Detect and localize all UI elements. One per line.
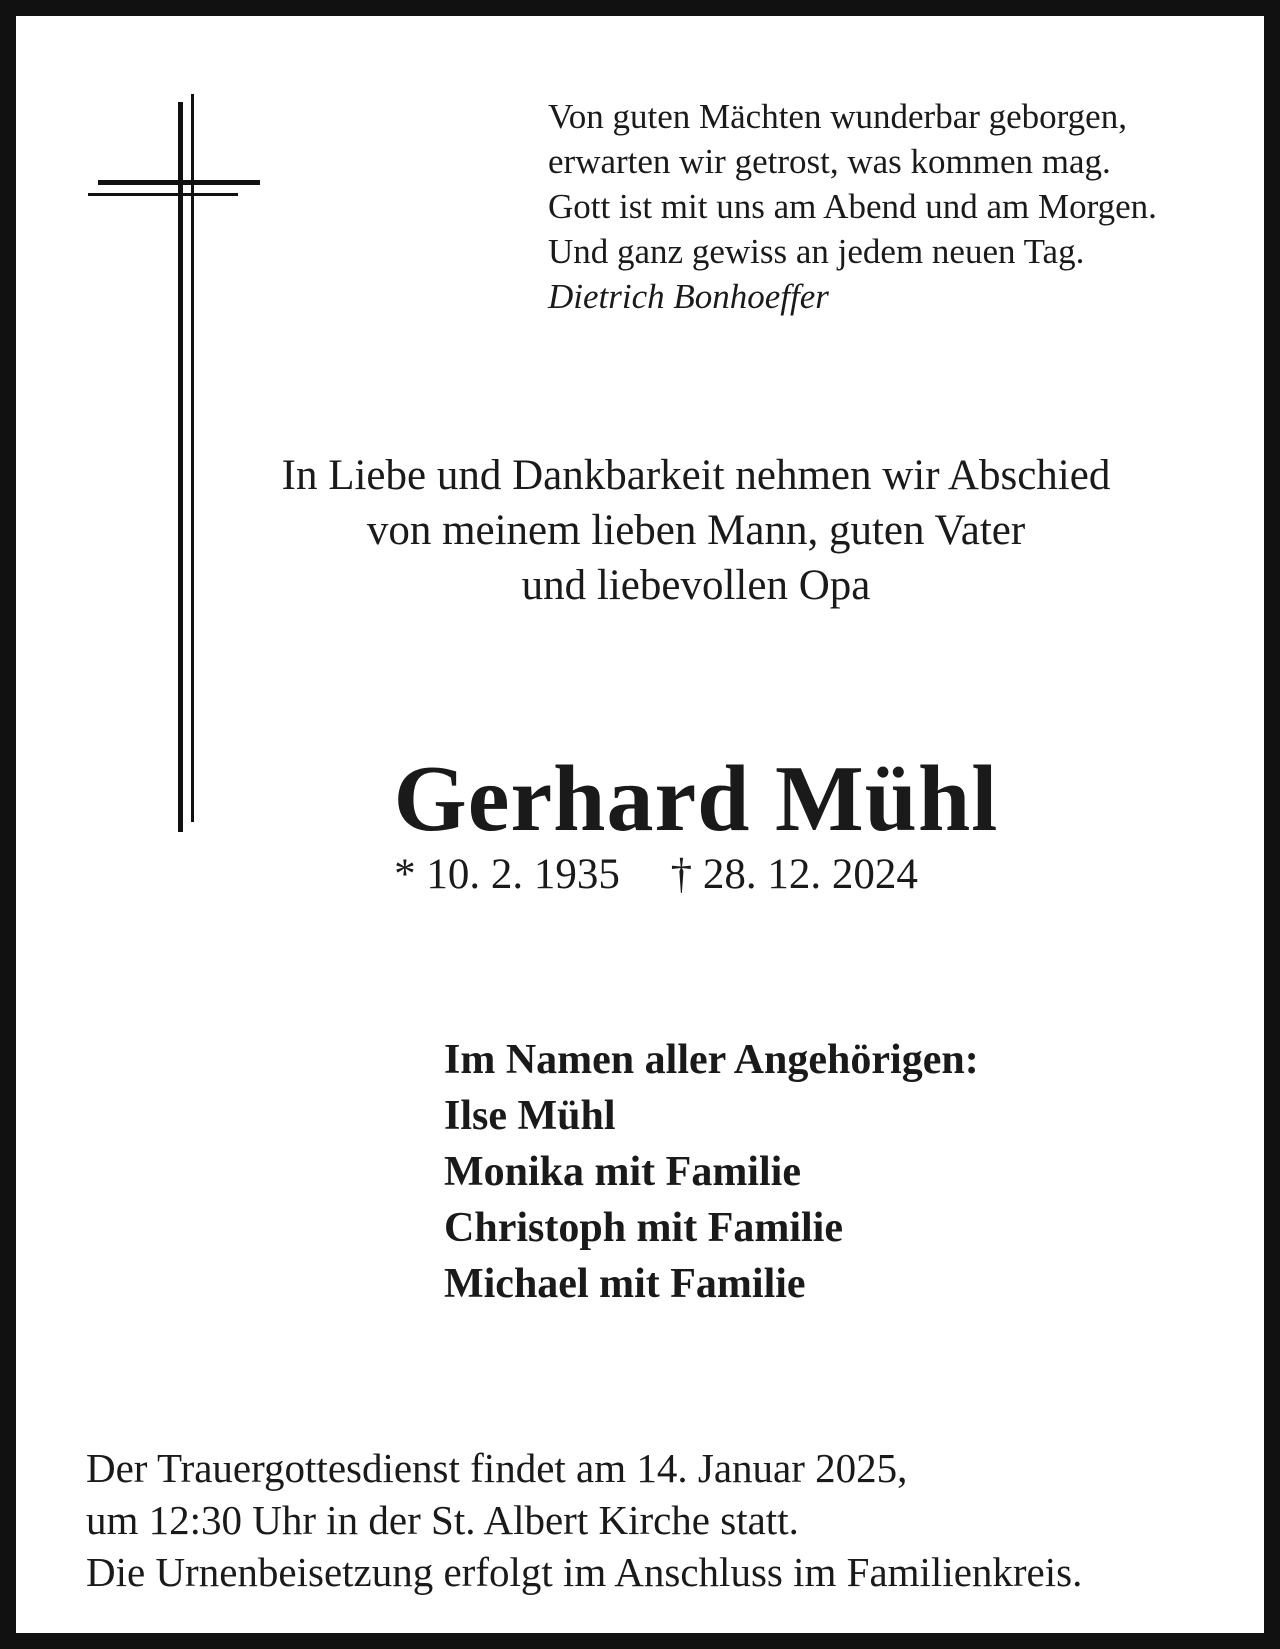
- poem: [548, 94, 1248, 319]
- family-member: Monika mit Familie: [444, 1149, 801, 1195]
- poem-line: Von guten Mächten wunderbar geborgen,: [548, 97, 1127, 136]
- farewell-text: [216, 448, 1176, 613]
- farewell-line: von meinem lieben Mann, guten Vater: [366, 507, 1026, 554]
- poem-line: erwarten wir getrost, was kommen mag.: [548, 142, 1111, 181]
- poem-line: Und ganz gewiss an jedem neuen Tag.: [548, 232, 1085, 271]
- service-line: um 12:30 Uhr in der St. Albert Kirche statt.: [86, 1497, 799, 1543]
- family-member: Christoph mit Familie: [444, 1205, 843, 1251]
- poem-line: Gott ist mit uns am Abend und am Morgen.: [548, 187, 1157, 226]
- deceased-name: Gerhard Mühl: [393, 747, 999, 851]
- service-line: Die Urnenbeisetzung erfolgt im Anschluss im Familienkreis.: [86, 1549, 1083, 1595]
- family-heading: Im Namen aller Angehörigen:: [444, 1037, 979, 1083]
- death-date: † 28. 12. 2024: [670, 851, 918, 898]
- service-line: Der Trauergottesdienst findet am 14. Januar 2025,: [86, 1445, 908, 1491]
- poem-author: Dietrich Bonhoeffer: [548, 277, 829, 316]
- service-info: [86, 1442, 1246, 1598]
- farewell-line: In Liebe und Dankbarkeit nehmen wir Abschied: [281, 452, 1111, 499]
- farewell-line: und liebevollen Opa: [521, 562, 871, 609]
- birth-date: * 10. 2. 1935: [394, 851, 620, 898]
- life-dates: [16, 848, 1280, 902]
- family-member: Ilse Mühl: [444, 1093, 616, 1139]
- family-signatures: [444, 1032, 1204, 1312]
- family-member: Michael mit Familie: [444, 1261, 806, 1307]
